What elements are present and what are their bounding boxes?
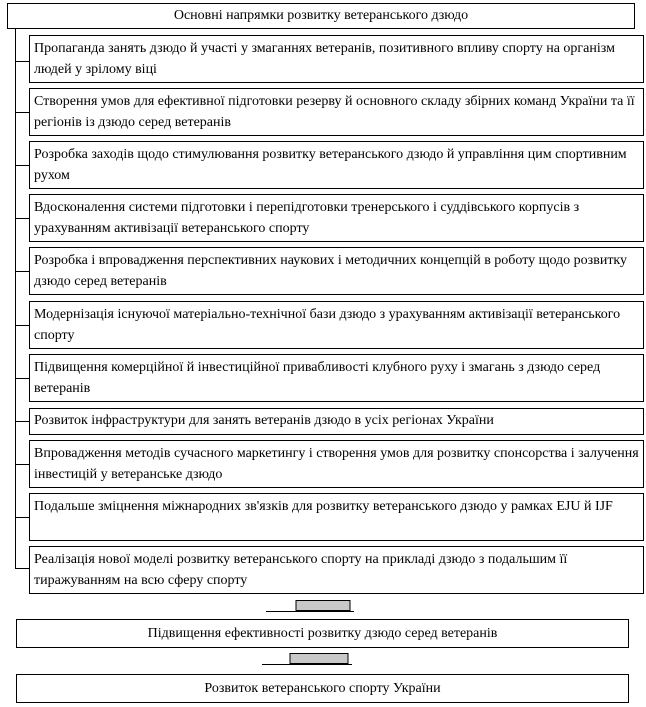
bracket-tick bbox=[15, 378, 29, 379]
direction-item-7: Підвищення комерційної й інвестиційної привабливості клубного руху і змагань з дзюдо серед ветеранів bbox=[29, 354, 644, 402]
bracket-tick bbox=[15, 165, 29, 166]
direction-item-3: Розробка заходів щодо стимулювання розвитку ветеранського дзюдо й управління цим спортивним рухом bbox=[29, 141, 644, 189]
direction-item-1: Пропаганда занять дзюдо й участі у змаганнях ветеранів, позитивного впливу спорту на організм людей у зрілому віці bbox=[29, 35, 644, 83]
diagram-title: Основні напрямки розвитку ветеранського дзюдо bbox=[7, 3, 635, 29]
bracket-tick bbox=[15, 517, 29, 518]
bracket-tick bbox=[15, 421, 29, 422]
bracket-tick bbox=[15, 325, 29, 326]
bracket-vertical-line bbox=[15, 29, 16, 569]
direction-item-9: Впровадження методів сучасного маркетингу і створення умов для розвитку спонсорства і залучення інвестицій у ветеранське дзюдо bbox=[29, 440, 644, 488]
down-arrow-icon bbox=[262, 653, 352, 669]
bracket-tick bbox=[15, 112, 29, 113]
direction-item-11: Реалізація нової моделі розвитку ветеранського спорту на прикладі дзюдо з подальшим її тиражуванням на всю сферу спорту bbox=[29, 546, 644, 594]
result-box-effectiveness: Підвищення ефективності розвитку дзюдо серед ветеранів bbox=[16, 619, 629, 648]
direction-item-4: Вдосконалення системи підготовки і перепідготовки тренерського і суддівського корпусів з урахуванням активізації ветеранського спорту bbox=[29, 194, 644, 242]
direction-item-5: Розробка і впровадження перспективних наукових і методичних концепцій в роботу щодо розвитку дзюдо серед ветеранів bbox=[29, 247, 644, 295]
bracket-tick bbox=[15, 271, 29, 272]
direction-item-2: Створення умов для ефективної підготовки резерву й основного складу збірних команд України та її регіонів із дзюдо серед ветеранів bbox=[29, 88, 644, 136]
direction-item-6: Модернізація існуючої матеріально-технічної бази дзюдо з урахуванням активізації ветеранського спорту bbox=[29, 301, 644, 349]
down-arrow-icon bbox=[266, 600, 354, 618]
bracket-tick bbox=[15, 568, 29, 569]
direction-item-10: Подальше зміцнення міжнародних зв'язків для розвитку ветеранського дзюдо у рамках EJU й IJF bbox=[29, 493, 644, 541]
bracket-tick bbox=[15, 218, 29, 219]
bracket-tick bbox=[15, 464, 29, 465]
direction-item-8: Розвиток інфраструктури для занять ветеранів дзюдо в усіх регіонах України bbox=[29, 408, 644, 435]
result-box-veteran-sport: Розвиток ветеранського спорту України bbox=[16, 674, 629, 703]
bracket-tick bbox=[15, 61, 29, 62]
